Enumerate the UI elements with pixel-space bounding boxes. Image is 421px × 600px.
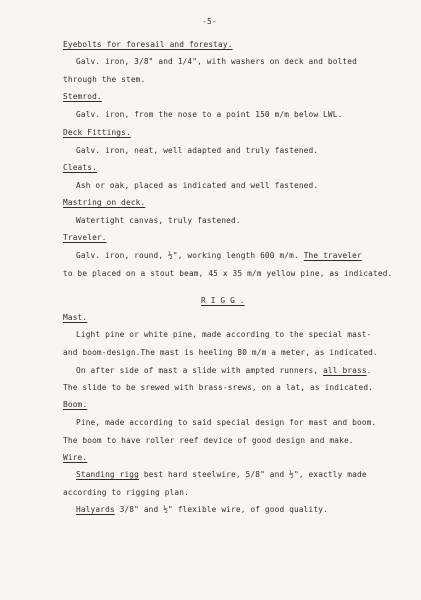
wire-line-1-underlined: Standing rigg	[76, 470, 139, 479]
wire-line-1	[76, 470, 367, 480]
traveler-line-2: to be placed on a stout beam, 45 x 35 m/m yellow pine, as indicated.	[63, 269, 393, 278]
wire-line-2: according to rigging plan.	[63, 488, 189, 497]
mastring-line-1: Watertight canvas, truly fastened.	[76, 216, 241, 225]
page-number: -5-	[202, 17, 217, 26]
heading-deck-fittings: Deck Fittings.	[63, 128, 131, 137]
heading-stemrod: Stemrod.	[63, 92, 102, 101]
wire-line-3	[76, 505, 328, 515]
mast-line-3-underlined: all brass	[323, 366, 367, 375]
wire-line-1-text: best hard steelwire, 5/8" and ½", exactly made	[138, 470, 367, 479]
heading-mastring: Mastring on deck.	[63, 198, 146, 207]
heading-traveler: Traveler.	[63, 233, 107, 242]
traveler-line-1	[76, 251, 362, 261]
mast-line-4: The slide to be srewed with brass-srews, on a lat, as indicated.	[63, 383, 374, 392]
deck-fittings-line-1: Galv. iron, neat, well adapted and truly fastened.	[76, 146, 319, 155]
boom-line-1: Pine, made according to said special design for mast and boom.	[76, 418, 377, 427]
cleats-line-1: Ash or oak, placed as indicated and well fastened.	[76, 181, 319, 190]
eyebolts-line-2: through the stem.	[63, 75, 146, 84]
mast-line-3	[76, 366, 372, 376]
mast-line-2: and boom-design.The mast is heeling 80 m/m a meter, as indicated.	[63, 348, 378, 357]
eyebolts-line-1: Galv. iron, 3/8" and 1/4", with washers on deck and bolted	[76, 57, 357, 66]
traveler-line-1-underlined: The traveler	[303, 251, 362, 260]
heading-eyebolts: Eyebolts for foresail and forestay.	[63, 40, 233, 49]
section-title-rigg: R I G G .	[201, 296, 245, 305]
heading-cleats: Cleats.	[63, 163, 97, 172]
mast-line-3-text: On after side of mast a slide with ampted runners,	[76, 366, 324, 375]
boom-line-2: The boom to have roller reef device of good design and make.	[63, 436, 354, 445]
mast-line-1: Light pine or white pine, made according to the special mast-	[76, 330, 372, 339]
stemrod-line-1: Galv. iron, from the nose to a point 150 m/m below LWL.	[76, 110, 343, 119]
heading-wire: Wire.	[63, 453, 88, 462]
wire-line-3-underlined: Halyards	[76, 505, 115, 514]
mast-line-3-end: .	[366, 366, 372, 375]
wire-line-3-text: 3/8" and ½" flexible wire, of good quality.	[114, 505, 328, 514]
heading-mast: Mast.	[63, 313, 88, 322]
traveler-line-1-text: Galv. iron, round, ½", working length 600 m/m.	[76, 251, 304, 260]
heading-boom: Boom.	[63, 400, 88, 409]
